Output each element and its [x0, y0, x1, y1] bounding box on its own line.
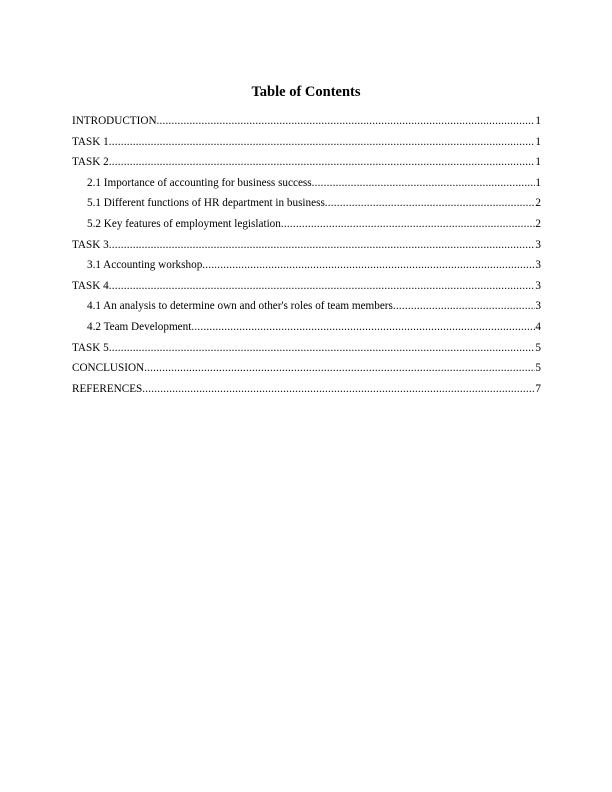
toc-entry-task-1[interactable] [72, 134, 541, 155]
dot-leader [109, 237, 536, 253]
toc-entry-label: 3.1 Accounting workshop [87, 259, 203, 272]
toc-entry-4-2[interactable] [72, 319, 541, 340]
toc-entry-5-2[interactable] [72, 216, 541, 237]
toc-entry-2-1[interactable] [72, 175, 541, 196]
table-of-contents [72, 113, 541, 401]
toc-entry-conclusion[interactable] [72, 360, 541, 381]
toc-entry-page: 1 [535, 176, 541, 189]
toc-entry-label: TASK 5 [72, 341, 109, 354]
toc-entry-label: CONCLUSION [72, 362, 145, 375]
toc-entry-label: TASK 2 [72, 156, 109, 169]
dot-leader [191, 319, 535, 335]
toc-entry-label: INTRODUCTION [72, 115, 157, 127]
toc-entry-task-2[interactable] [72, 154, 541, 175]
toc-entry-label: 2.1 Importance of accounting for business success [87, 176, 312, 189]
toc-entry-task-4[interactable] [72, 278, 541, 299]
toc-entry-page: 3 [535, 300, 541, 313]
dot-leader [109, 154, 536, 170]
dot-leader [142, 381, 535, 397]
dot-leader [325, 195, 536, 211]
toc-entry-label: TASK 1 [72, 135, 109, 148]
dot-leader [109, 340, 536, 356]
toc-entry-page: 5 [535, 341, 541, 354]
toc-entry-introduction[interactable] [72, 113, 541, 134]
dot-leader [144, 360, 535, 376]
toc-entry-label: 5.2 Key features of employment legislation [87, 217, 281, 230]
toc-entry-page: 1 [535, 115, 541, 127]
toc-entry-page: 3 [535, 238, 541, 251]
dot-leader [312, 175, 536, 191]
toc-entry-4-1[interactable] [72, 298, 541, 319]
toc-entry-label: REFERENCES [72, 382, 143, 395]
toc-entry-page: 3 [535, 259, 541, 272]
dot-leader [281, 216, 536, 232]
toc-entry-3-1[interactable] [72, 257, 541, 278]
toc-entry-page: 2 [535, 197, 541, 210]
toc-title: Table of Contents [251, 84, 361, 100]
dot-leader [109, 278, 536, 294]
toc-entry-page: 7 [535, 382, 541, 395]
toc-entry-label: 4.1 An analysis to determine own and other's roles of team members [87, 300, 393, 313]
toc-entry-label: 5.1 Different functions of HR department in business [87, 197, 325, 210]
dot-leader [393, 298, 536, 314]
toc-entry-page: 3 [535, 279, 541, 292]
toc-entry-label: 4.2 Team Development [87, 320, 192, 333]
toc-entry-page: 5 [535, 362, 541, 375]
toc-entry-5-1[interactable] [72, 195, 541, 216]
toc-entry-page: 4 [535, 320, 541, 333]
toc-entry-references[interactable] [72, 381, 541, 402]
toc-entry-page: 2 [535, 217, 541, 230]
toc-entry-label: TASK 3 [72, 238, 109, 251]
dot-leader [202, 257, 535, 273]
dot-leader [157, 113, 536, 129]
dot-leader [109, 134, 536, 150]
toc-entry-page: 1 [535, 156, 541, 169]
toc-entry-label: TASK 4 [72, 279, 109, 292]
toc-entry-task-5[interactable] [72, 340, 541, 361]
toc-entry-page: 1 [535, 135, 541, 148]
toc-entry-task-3[interactable] [72, 237, 541, 258]
